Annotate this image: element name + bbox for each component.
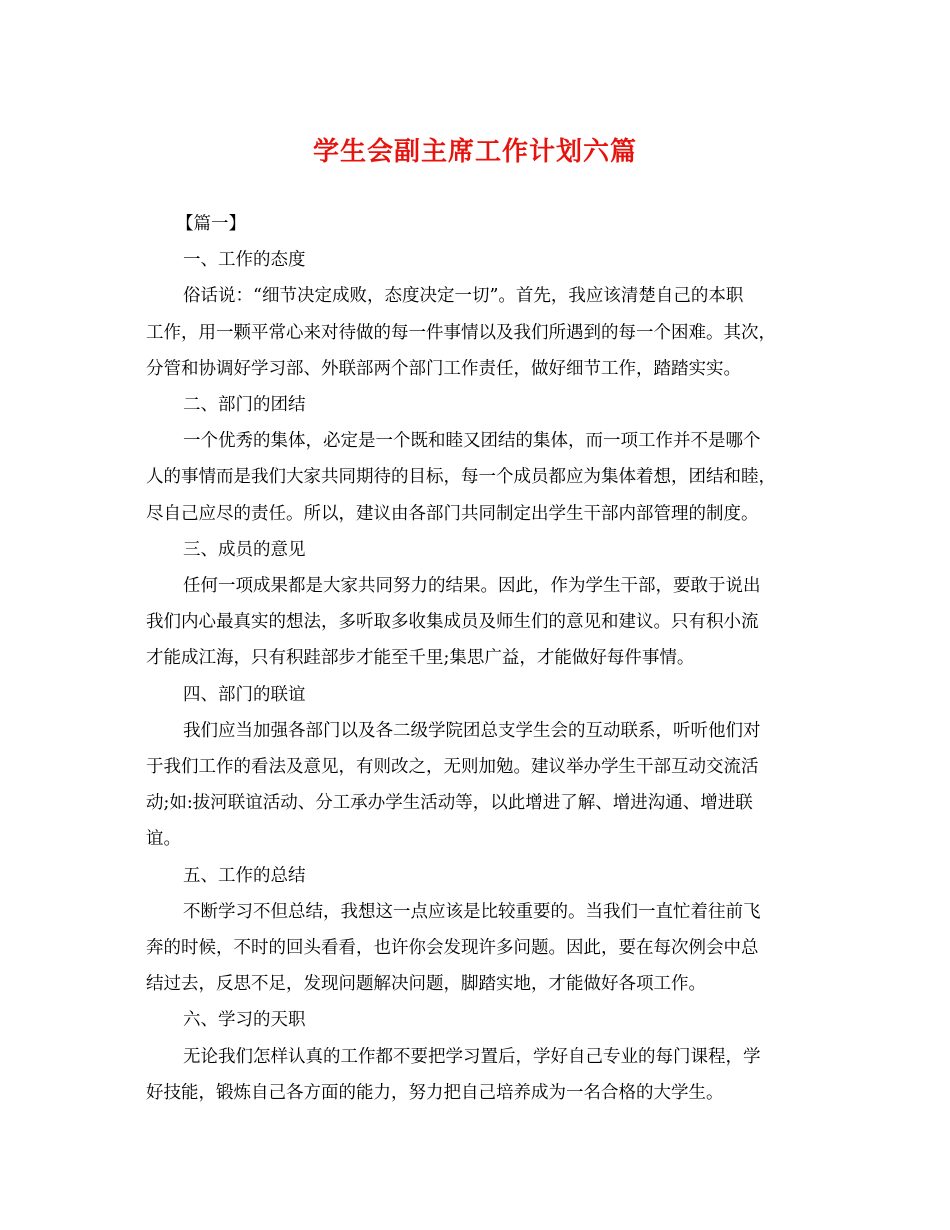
paragraph-line: 才能成江海，只有积跬部步才能至千里;集思广益，才能做好每件事情。	[146, 648, 695, 669]
section	[146, 532, 806, 677]
paragraph-line: 俗话说：“细节决定成败，态度决定一切”。首先，我应该清楚自己的本职	[183, 286, 744, 307]
section	[146, 242, 806, 387]
paragraph-line: 好技能，锻炼自己各方面的能力，努力把自己培养成为一名合格的大学生。	[146, 1082, 724, 1103]
section	[146, 677, 806, 858]
document-body	[146, 206, 806, 1111]
paragraph-line: 分管和协调好学习部、外联部两个部门工作责任，做好细节工作，踏踏实实。	[146, 358, 741, 379]
paragraph-line: 奔的时候，不时的回头看看，也许你会发现许多问题。因此，要在每次例会中总	[146, 938, 759, 959]
paragraph-line: 无论我们怎样认真的工作都不要把学习置后，学好自己专业的每门课程，学	[183, 1046, 761, 1067]
paragraph-line: 一个优秀的集体，必定是一个既和睦又团结的集体，而一项工作并不是哪个	[183, 431, 761, 452]
section-heading: 四、部门的联谊	[183, 684, 306, 705]
paragraph-line: 尽自己应尽的责任。所以，建议由各部门共同制定出学生干部内部管理的制度。	[146, 503, 759, 524]
paragraph-line: 结过去，反思不足，发现问题解决问题，脚踏实地，才能做好各项工作。	[146, 974, 706, 995]
paragraph-line: 不断学习不但总结，我想这一点应该是比较重要的。当我们一直忙着往前飞	[183, 901, 761, 922]
section	[146, 858, 806, 1003]
paragraph-line: 谊。	[146, 829, 181, 850]
section-heading: 二、部门的团结	[183, 395, 306, 416]
paragraph-line: 我们内心最真实的想法，多听取多收集成员及师生们的意见和建议。只有积小流	[146, 612, 759, 633]
paragraph-line: 动;如:拔河联谊活动、分工承办学生活动等，以此增进了解、增进沟通、增进联	[146, 793, 753, 814]
section-heading: 五、工作的总结	[183, 865, 306, 886]
chapter-label: 【篇一】	[176, 214, 246, 234]
paragraph-line: 工作，用一颗平常心来对待做的每一件事情以及我们所遇到的每一个困难。其次，	[146, 322, 776, 343]
section	[146, 387, 806, 532]
paragraph-line: 任何一项成果都是大家共同努力的结果。因此，作为学生干部，要敢于说出	[183, 576, 761, 597]
document-title: 学生会副主席工作计划六篇	[312, 137, 637, 167]
section-heading: 三、成员的意见	[183, 539, 306, 560]
section-heading: 六、学习的天职	[183, 1010, 306, 1031]
section	[146, 1002, 806, 1111]
paragraph-line: 人的事情而是我们大家共同期待的目标，每一个成员都应为集体着想，团结和睦，	[146, 467, 776, 488]
section-heading: 一、工作的态度	[183, 250, 306, 271]
paragraph-line: 我们应当加强各部门以及各二级学院团总支学生会的互动联系，听听他们对	[183, 720, 761, 741]
paragraph-line: 于我们工作的看法及意见，有则改之，无则加勉。建议举办学生干部互动交流活	[146, 757, 759, 778]
